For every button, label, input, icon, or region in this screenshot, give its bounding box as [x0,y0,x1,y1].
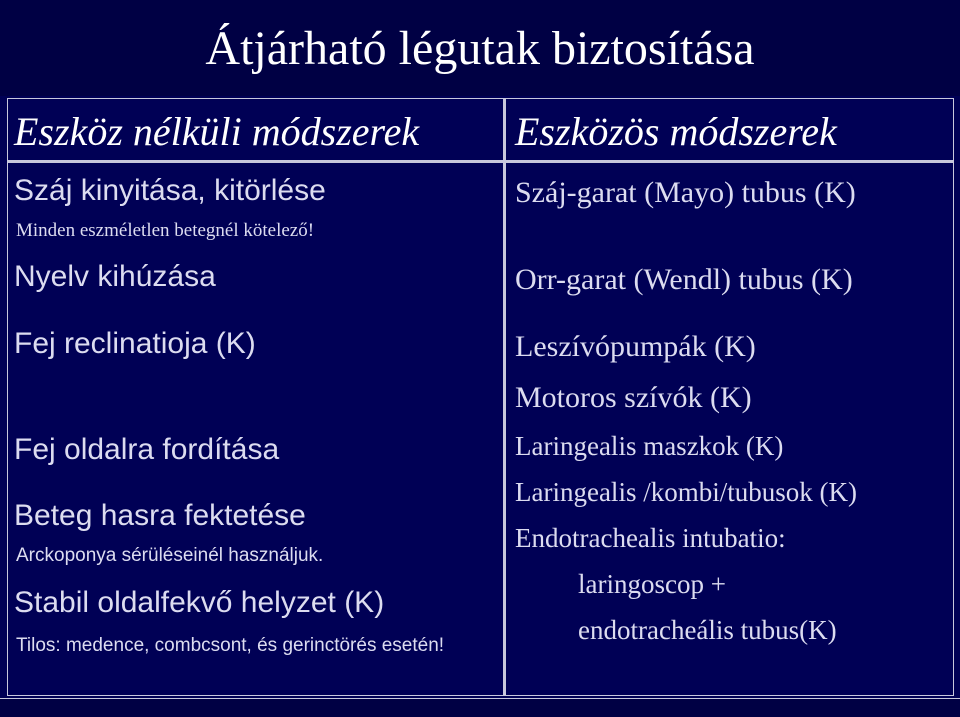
right-item-motor-suction: Motoros szívók (K) [515,381,752,414]
left-item-mouth-open: Száj kinyitása, kitörlése [14,174,326,207]
right-item-combitubes: Laringealis /kombi/tubusok (K) [515,477,857,507]
left-item-head-tilt: Fej reclinatioja (K) [14,327,256,360]
right-heading: Eszközös módszerek [515,109,837,154]
right-item-wendl: Orr-garat (Wendl) tubus (K) [515,263,853,296]
left-note-facial: Arckoponya sérüléseinél használjuk. [16,545,324,566]
right-item-mayo: Száj-garat (Mayo) tubus (K) [515,176,856,209]
right-item-laryngeal-masks: Laringealis maszkok (K) [515,431,784,461]
right-item-intubation: Endotrachealis intubatio: [515,523,786,553]
left-heading: Eszköz nélküli módszerek [14,109,420,154]
slide-title: Átjárható légutak biztosítása [0,0,960,96]
left-note-forbidden: Tilos: medence, combcsont, és gerinctörés esetén! [16,635,445,656]
left-note-mandatory: Minden eszméletlen betegnél kötelező! [16,220,315,241]
left-item-prone: Beteg hasra fektetése [14,499,306,532]
bottom-bar [0,698,960,717]
right-item-laryngoscope: laringoscop + [578,569,726,599]
header-divider [7,160,954,163]
left-item-head-turn: Fej oldalra fordítása [14,433,280,466]
right-item-endotracheal-tube: endotracheális tubus(K) [578,615,837,645]
left-item-tongue: Nyelv kihúzása [14,260,216,293]
column-divider [503,98,506,696]
right-item-suction-pumps: Leszívópumpák (K) [515,330,756,363]
left-item-recovery-position: Stabil oldalfekvő helyzet (K) [14,586,385,619]
